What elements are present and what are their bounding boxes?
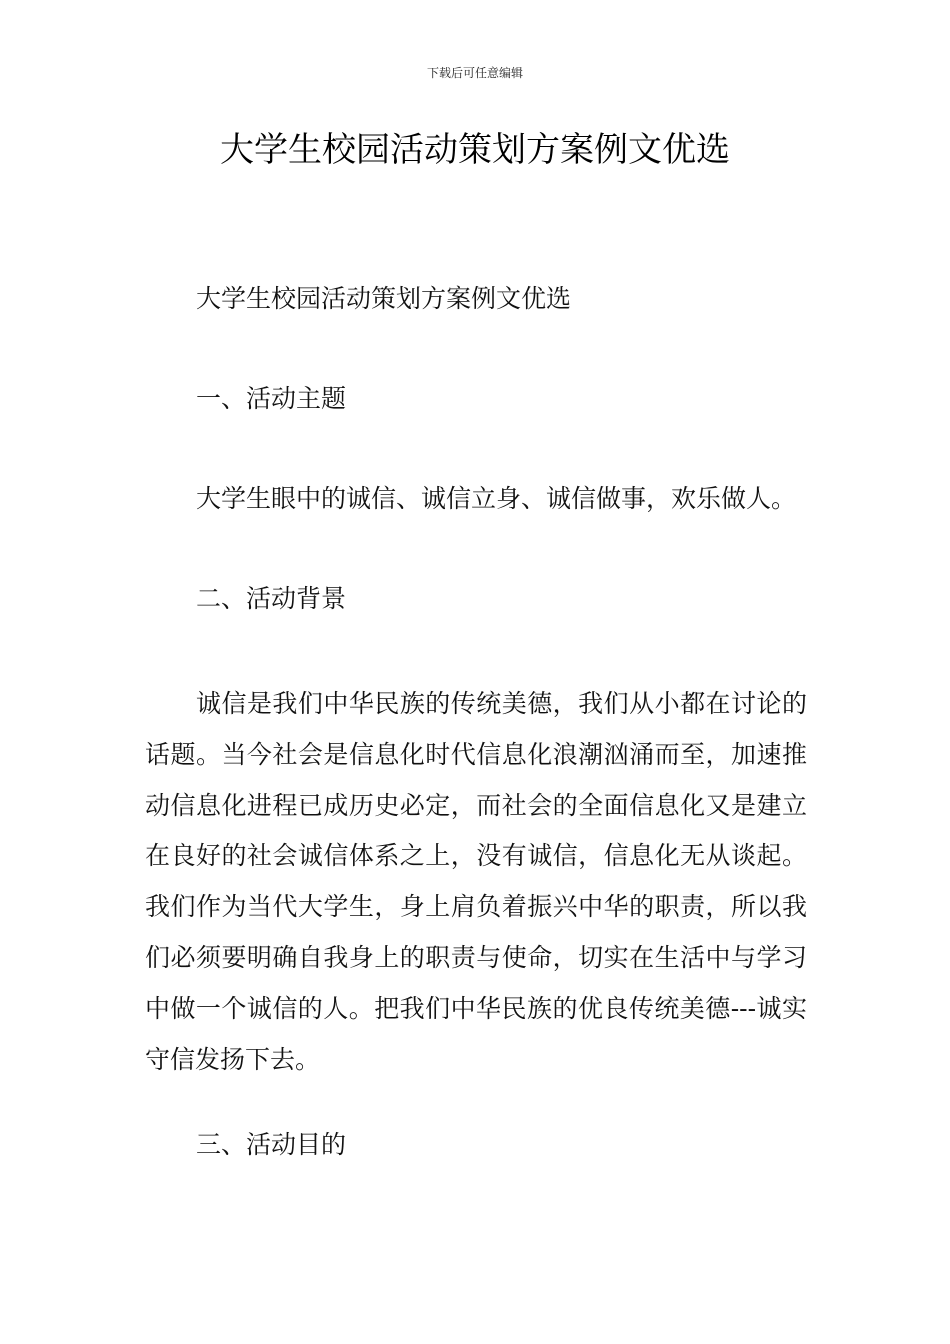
header-note: 下载后可任意编辑 [426,66,523,80]
section-heading-background: 二、活动背景 [196,584,347,613]
section-heading-theme: 一、活动主题 [196,384,347,413]
section-text-theme: 大学生眼中的诚信、诚信立身、诚信做事，欢乐做人。 [196,484,797,513]
section-heading-purpose: 三、活动目的 [196,1130,347,1159]
document-title: 大学生校园活动策划方案例文优选 [220,130,730,170]
section-text-background: 诚信是我们中华民族的传统美德，我们从小都在讨论的话题。当今社会是信息化时代信息化浪潮汹涌而至，加速推动信息化进程已成历史必定，而社会的全面信息化又是建立在良好的社会诚信体系之上，没有诚信，信息化无从谈起。我们作为当代大学生，身上肩负着振兴中华的职责，所以我们必须要明确自我身上的职责与使命，切实在生活中与学习中做一个诚信的人。把我们中华民族的优良传统美德---诚实守信发扬下去。 [145,689,807,1074]
document-subtitle: 大学生校园活动策划方案例文优选 [196,284,572,313]
